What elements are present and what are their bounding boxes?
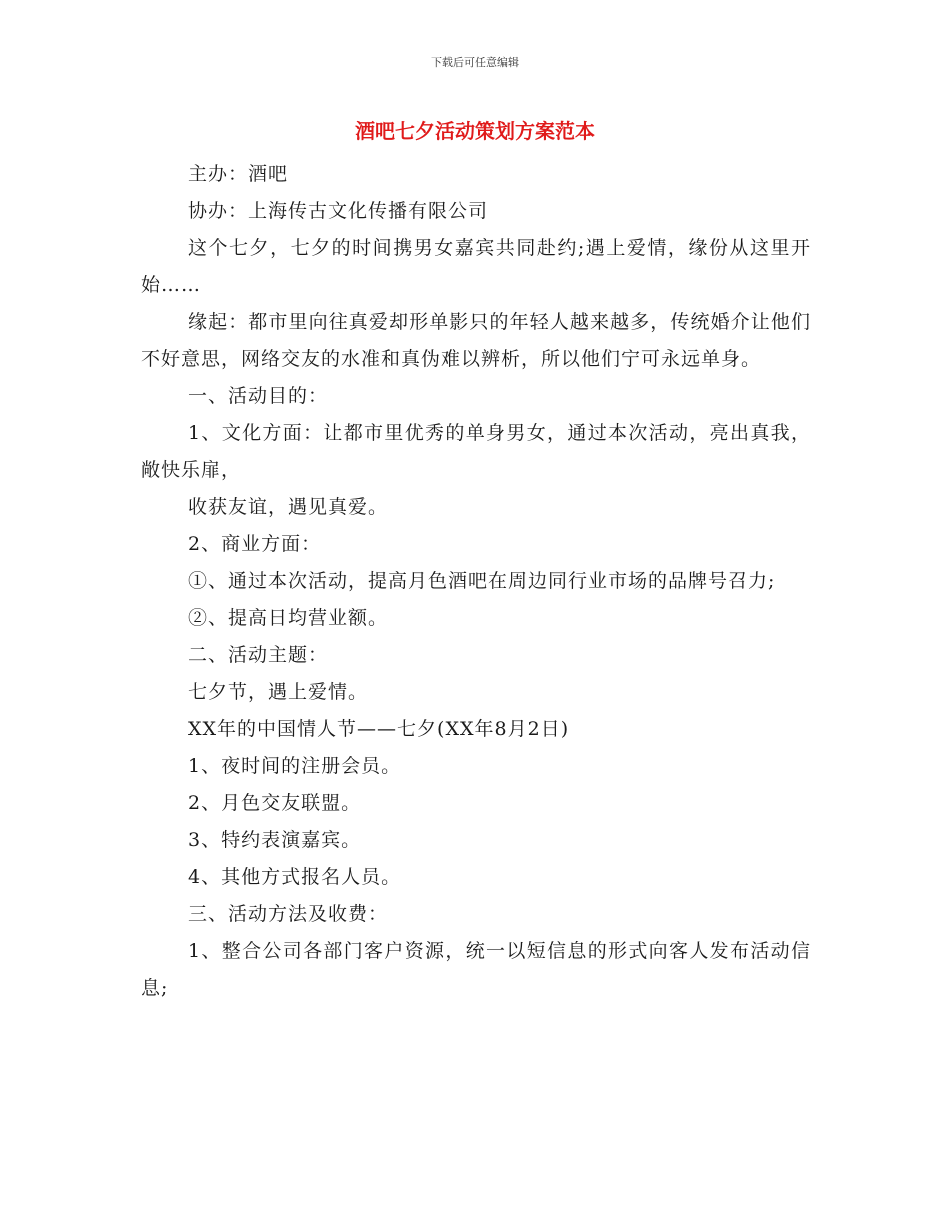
paragraph-origin: 缘起：都市里向往真爱却形单影只的年轻人越来越多，传统婚介让他们不好意思，网络交友的水准和真伪难以辨析，所以他们宁可永远单身。 xyxy=(141,311,811,370)
section-heading-theme: 二、活动主题： xyxy=(188,644,329,666)
list-item-participants-2: 2、月色交友联盟。 xyxy=(188,792,362,814)
paragraph-method-1: 1、整合公司各部门客户资源，统一以短信息的形式向客人发布活动信息; xyxy=(141,940,811,999)
page-header-note: 下载后可任意编辑 xyxy=(431,56,519,69)
paragraph-purpose-business: 2、商业方面： xyxy=(188,533,322,555)
paragraph-intro: 这个七夕，七夕的时间携男女嘉宾共同赴约;遇上爱情，缘份从这里开始…… xyxy=(141,237,811,296)
document-title: 酒吧七夕活动策划方案范本 xyxy=(355,119,595,143)
paragraph-business-item-2: ②、提高日均营业额。 xyxy=(188,607,389,629)
paragraph-purpose-culture: 1、文化方面：让都市里优秀的单身男女，通过本次活动，亮出真我，敞快乐扉， xyxy=(141,422,811,481)
paragraph-host: 主办：酒吧 xyxy=(188,163,289,185)
paragraph-theme: 七夕节，遇上爱情。 xyxy=(188,681,369,703)
section-heading-method-fees: 三、活动方法及收费： xyxy=(188,903,389,925)
paragraph-business-item-1: ①、通过本次活动，提高月色酒吧在周边同行业市场的品牌号召力; xyxy=(188,570,776,592)
list-item-participants-1: 1、夜时间的注册会员。 xyxy=(188,755,402,777)
paragraph-co-host: 协办：上海传古文化传播有限公司 xyxy=(188,200,489,222)
paragraph-theme-date: XX年的中国情人节——七夕(XX年8月2日) xyxy=(188,718,570,740)
section-heading-purpose: 一、活动目的： xyxy=(188,385,329,407)
document-body xyxy=(141,156,811,1007)
list-item-participants-3: 3、特约表演嘉宾。 xyxy=(188,829,362,851)
paragraph-purpose-culture-cont: 收获友谊，遇见真爱。 xyxy=(188,496,389,518)
list-item-participants-4: 4、其他方式报名人员。 xyxy=(188,866,402,888)
